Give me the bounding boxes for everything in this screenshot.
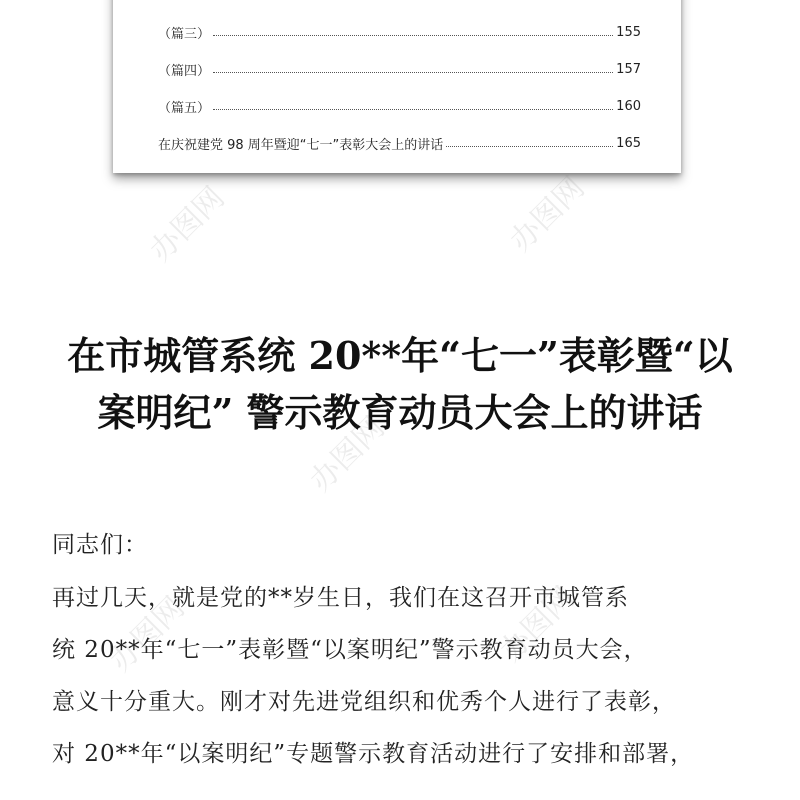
toc-card	[113, 0, 681, 173]
toc-row[interactable]	[158, 59, 641, 79]
toc-row-label: （篇四）	[158, 63, 211, 79]
toc-row[interactable]	[158, 22, 641, 42]
article-title-line-2: 案明纪” 警示教育动员大会上的讲话	[97, 390, 703, 435]
watermark: 办图网	[303, 410, 392, 499]
watermark: 办图网	[103, 590, 192, 679]
toc-row-label: 在庆祝建党 98 周年暨迎“七一”表彰大会上的讲话	[158, 137, 444, 153]
toc-row-page: 165	[616, 135, 641, 151]
toc-row-label: （篇五）	[158, 100, 211, 116]
toc-row[interactable]	[158, 96, 641, 116]
toc-row-page: 157	[616, 61, 641, 77]
body-line: 再过几天，就是党的**岁生日，我们在这召开市城管系	[52, 585, 629, 611]
toc-leader-dots	[446, 145, 613, 147]
toc-row-page: 160	[616, 98, 641, 114]
toc-leader-dots	[213, 34, 613, 36]
toc-row-page: 155	[616, 24, 641, 40]
body-line: 统 20**年“七一”表彰暨“以案明纪”警示教育动员大会，	[52, 637, 648, 663]
body-line: 意义十分重大。刚才对先进党组织和优秀个人进行了表彰，	[52, 689, 676, 715]
toc-row-label: （篇三）	[158, 26, 211, 42]
watermark: 办图网	[493, 580, 582, 669]
watermark: 办图网	[143, 180, 232, 269]
body-line: 对 20**年“以案明纪”专题警示教育活动进行了安排和部署，	[52, 741, 695, 767]
watermark: 办图网	[503, 170, 592, 259]
toc-row[interactable]	[158, 133, 641, 153]
toc-leader-dots	[213, 71, 613, 73]
greeting: 同志们：	[52, 532, 148, 558]
article-title-line-1: 在市城管系统 20**年“七一”表彰暨“以	[67, 333, 733, 378]
toc-leader-dots	[213, 108, 613, 110]
